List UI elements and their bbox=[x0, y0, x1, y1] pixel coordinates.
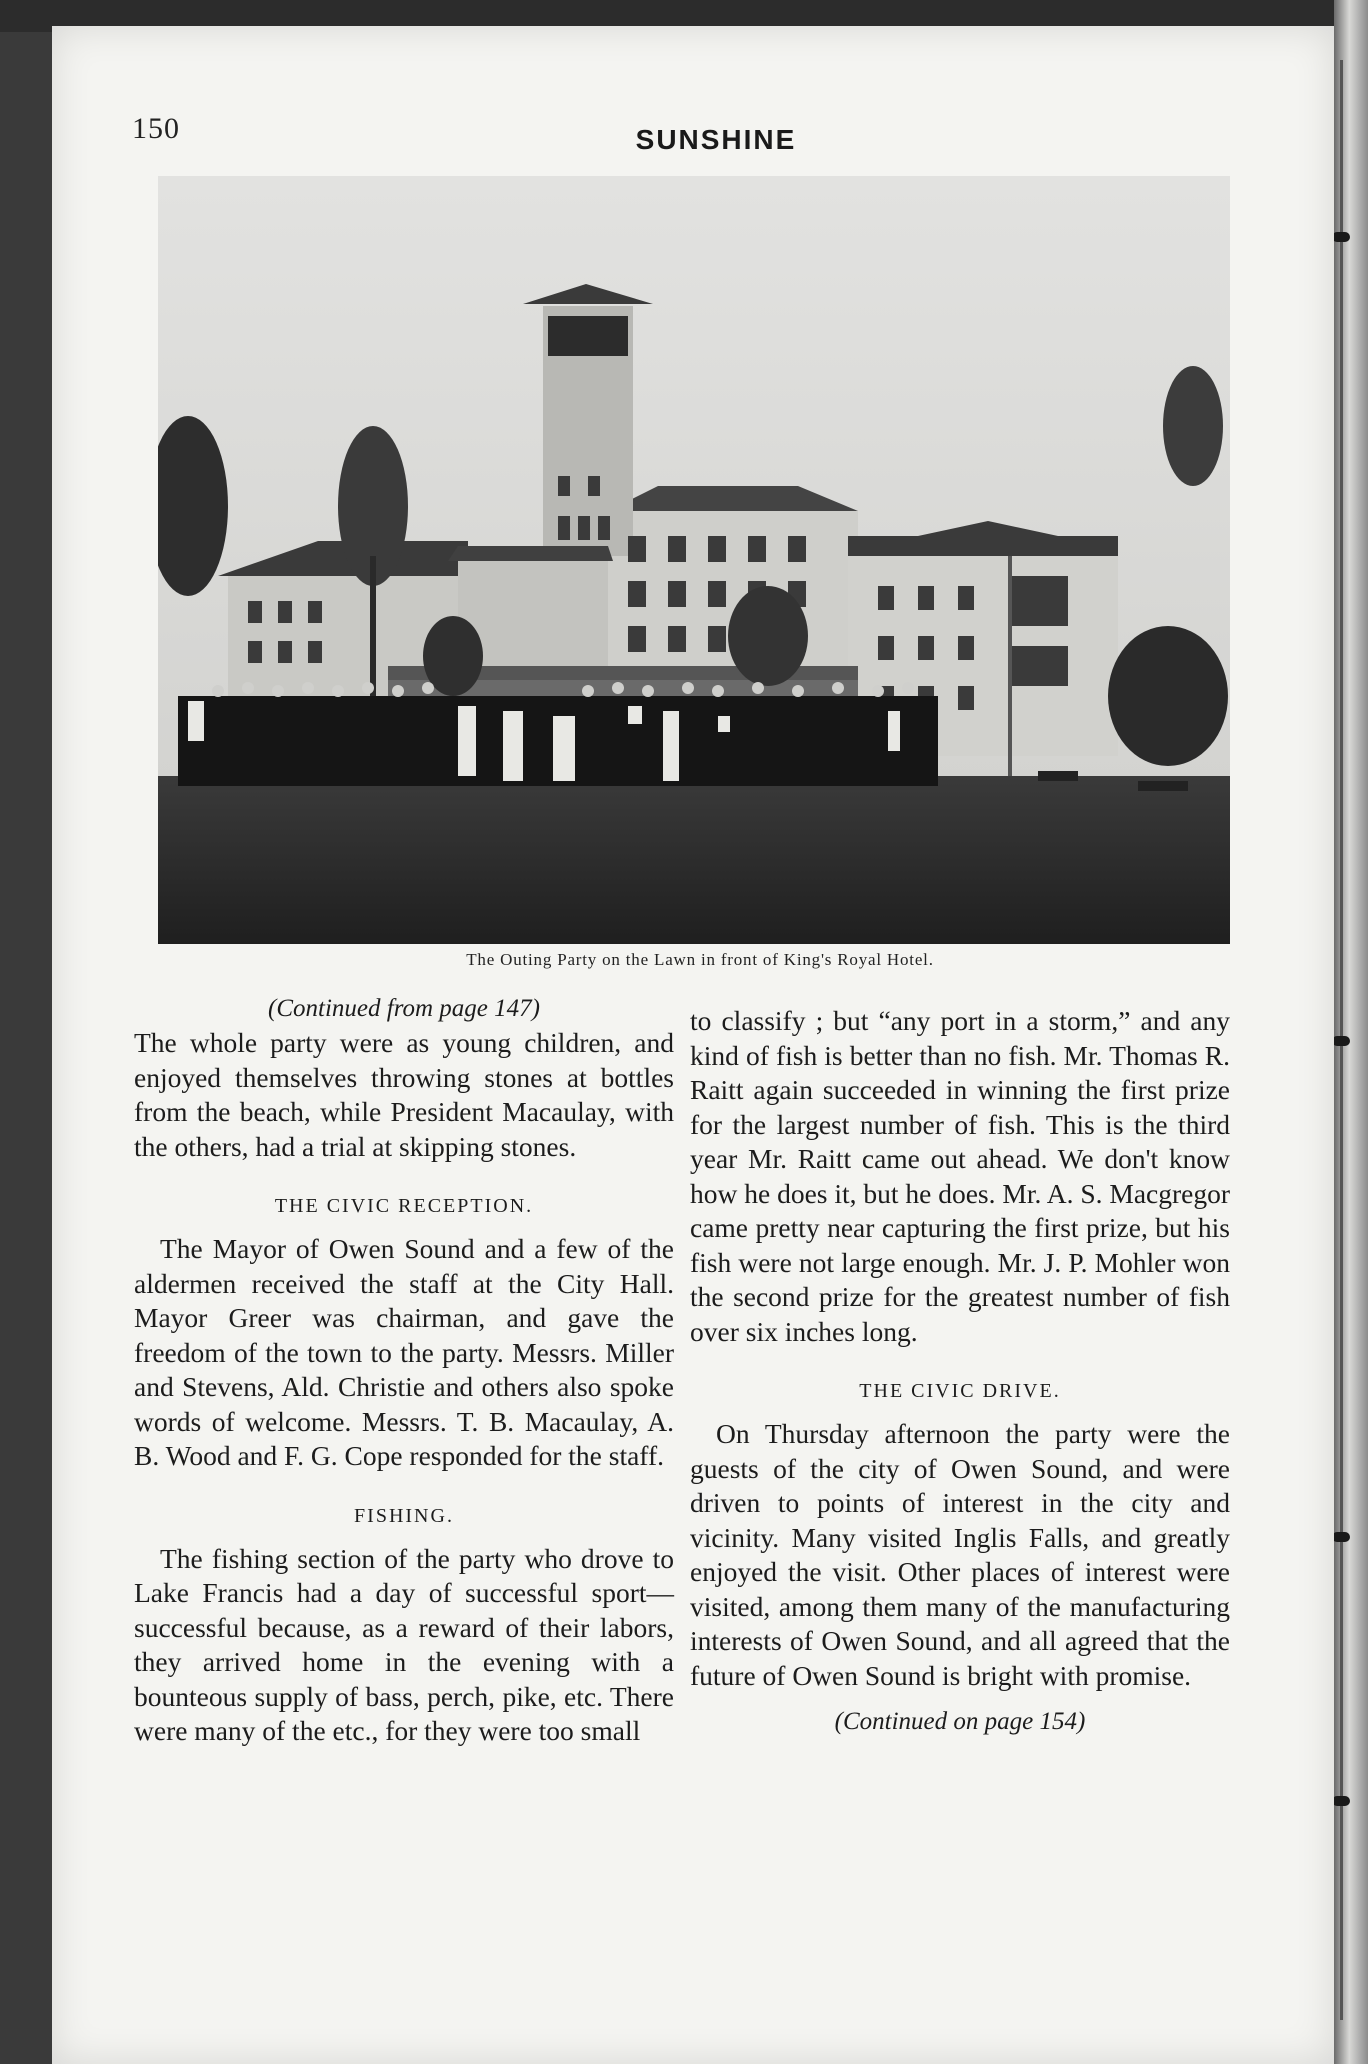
section-heading-civic-reception: THE CIVIC RECEPTION. bbox=[274, 1195, 534, 1217]
right-column bbox=[690, 1004, 1230, 1765]
section-heading-civic-drive: THE CIVIC DRIVE. bbox=[859, 1380, 1061, 1402]
continued-from-note: (Continued from page 147) bbox=[268, 995, 540, 1022]
continued-on-note: (Continued on page 154) bbox=[834, 1708, 1086, 1735]
binding-ring bbox=[1332, 232, 1350, 242]
intro-paragraph: The whole party were as young children, and enjoyed themselves throwing stones at bottles from the beach, while President Macaulay, with the others, had a trial at skipping stones. bbox=[134, 1027, 674, 1162]
page-number: 150 bbox=[132, 112, 180, 145]
left-column bbox=[134, 992, 674, 1749]
binding-ring bbox=[1332, 1796, 1350, 1806]
fishing-continued-paragraph: to classify ; but “any port in a storm,” and any kind of fish is better than no fish. Mr. Thomas R. Raitt again succeeded in winning the first prize for the largest number of fish. This is the third year Mr. Raitt came out ahead. We don't know how he does it, but he does. Mr. A. S. Macgregor came pretty near capturing the first prize, but his fish were not large enough. Mr. J. P. Mohler won the second prize for the greatest number of fish over six inches long. bbox=[690, 1005, 1230, 1347]
hotel-photograph bbox=[158, 176, 1230, 944]
civic-drive-paragraph: On Thursday afternoon the party were the guests of the city of Owen Sound, and were driven to points of interest in the city and vicinity. Many visited Inglis Falls, and greatly enjoyed the visit. Other places of interest were visited, among them many of the manufacturing interests of Owen Sound, and all agreed that the future of Owen Sound is bright with promise. bbox=[690, 1418, 1230, 1691]
binding-ring bbox=[1332, 1036, 1350, 1046]
civic-reception-paragraph: The Mayor of Owen Sound and a few of the aldermen received the staff at the City Hall. Mayor Greer was chairman, and gave the freedom of the town to the party. Messrs. Miller and Stevens, Ald. Christie and others also spoke words of welcome. Messrs. T. B. Macaulay, A. B. Wood and F. G. Cope responded for the staff. bbox=[134, 1233, 674, 1471]
binding-ring bbox=[1332, 1532, 1350, 1542]
running-head: SUNSHINE bbox=[635, 124, 797, 155]
fishing-paragraph: The fishing section of the party who drove to Lake Francis had a day of successful sport—successful because, as a reward of their labors, they arrived home in the evening with a bounteous supply of bass, perch, pike, etc. There were many of the etc., for they were too small bbox=[134, 1542, 674, 1746]
photo-caption: The Outing Party on the Lawn in front of King's Royal Hotel. bbox=[466, 950, 934, 969]
section-heading-fishing: FISHING. bbox=[354, 1504, 454, 1527]
